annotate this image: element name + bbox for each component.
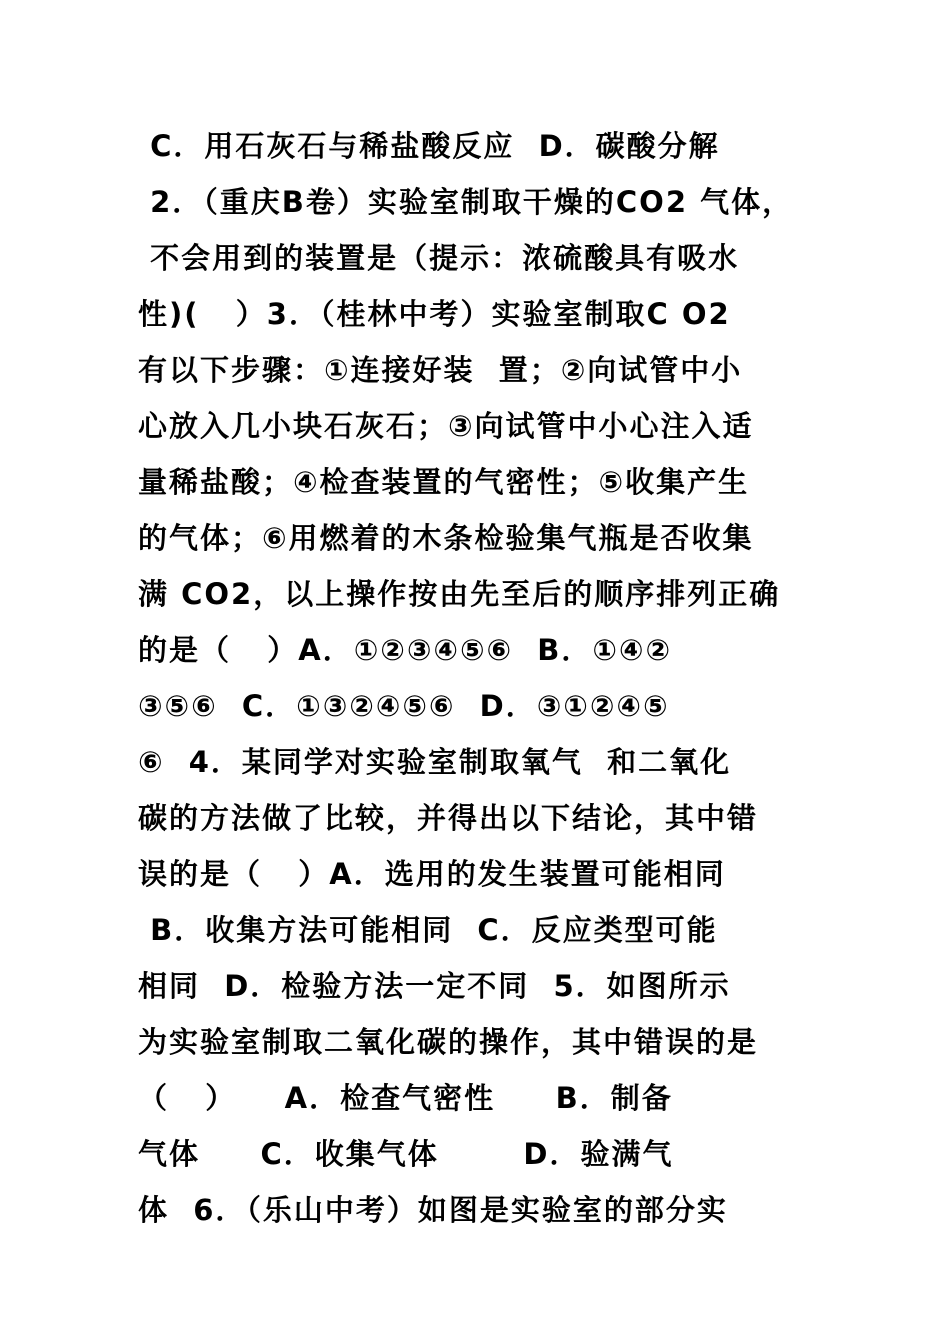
text-line: 碳的方法做了比较，并得出以下结论，其中错 — [138, 801, 759, 835]
text-line: 的是（ ）A．①②③④⑤⑥ B．①④② — [138, 633, 673, 667]
text-line: 量稀盐酸；④检查装置的气密性；⑤收集产生 — [138, 465, 750, 499]
text-line: 有以下步骤：①连接好装 置；②向试管中小 — [138, 353, 743, 387]
text-line: 2．（重庆B卷）实验室制取干燥的CO2 气体， — [138, 185, 794, 219]
text-line: 相同 D．检验方法一定不同 5．如图所示 — [138, 969, 731, 1003]
text-line: 的气体；⑥用燃着的木条检验集气瓶是否收集 — [138, 521, 754, 555]
text-line: 心放入几小块石灰石；③向试管中小心注入适 — [138, 409, 754, 443]
text-line: C．用石灰石与稀盐酸反应 D．碳酸分解 — [138, 129, 720, 163]
text-line: ⑥ 4．某同学对实验室制取氧气 和二氧化 — [138, 745, 732, 779]
text-line: 误的是（ ）A．选用的发生装置可能相同 — [138, 857, 726, 891]
text-line: 性)( ）3．（桂林中考）实验室制取C O2 — [138, 297, 731, 331]
text-line: 不会用到的装置是（提示：浓硫酸具有吸水 — [138, 241, 740, 275]
text-line: 体 6．（乐山中考）如图是实验室的部分实 — [138, 1193, 728, 1227]
text-line: B．收集方法可能相同 C．反应类型可能 — [138, 913, 718, 947]
text-line: 满 CO2，以上操作按由先至后的顺序排列正确 — [138, 577, 781, 611]
text-line: 为实验室制取二氧化碳的操作，其中错误的是 — [138, 1025, 759, 1059]
text-line: 气体 C．收集气体 D．验满气 — [138, 1137, 674, 1171]
text-line: ③⑤⑥ C．①③②④⑤⑥ D．③①②④⑤ — [138, 689, 670, 723]
text-line: （ ） A．检查气密性 B．制备 — [138, 1081, 673, 1115]
